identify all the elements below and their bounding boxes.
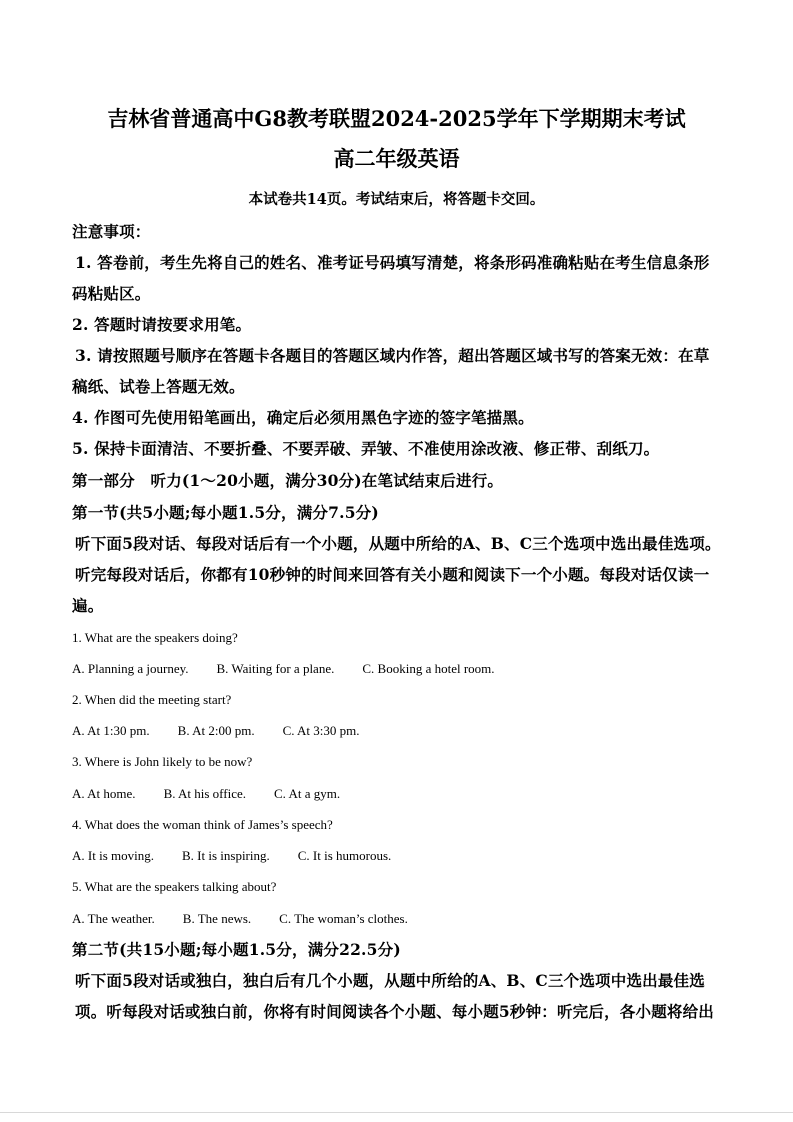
notice-item: 4. 作图可先使用铅笔画出，确定后必须用黑色字迹的签字笔描黑。 [72, 408, 534, 427]
option-c: C. At a gym. [274, 786, 341, 801]
section-two-instructions: 项。听每段对话或独白前，你将有时间阅读各个小题、每小题5秒钟：听完后，各小题将给出 [75, 1002, 714, 1021]
option-a: A. Planning a journey. [72, 661, 189, 676]
option-b: B. Waiting for a plane. [216, 661, 335, 676]
notice-item: 2. 答题时请按要求用笔。 [72, 315, 252, 334]
option-c: C. Booking a hotel room. [362, 661, 495, 676]
section-two-heading: 第二节(共15小题;每小题1.5分，满分22.5分) [72, 940, 401, 959]
notice-heading: 注意事项： [72, 222, 151, 241]
notice-item: 3. 请按照题号顺序在答题卡各题目的答题区域内作答，超出答题区域书写的答案无效：在草 [75, 346, 710, 365]
section-one-heading: 第一节(共5小题;每小题1.5分，满分7.5分) [72, 503, 379, 522]
notice-item: 5. 保持卡面清洁、不要折叠、不要弄破、弄皱、不准使用涂改液、修正带、刮纸刀。 [72, 439, 660, 458]
option-a: A. At 1:30 pm. [72, 723, 150, 738]
option-a: A. The weather. [72, 911, 155, 926]
question-5-options [72, 909, 732, 929]
option-c: C. The woman’s clothes. [279, 911, 408, 926]
notice-item: 码粘贴区。 [72, 284, 151, 303]
question-2: 2. When did the meeting start? [72, 692, 232, 707]
option-b: B. At 2:00 pm. [177, 723, 255, 738]
question-4: 4. What does the woman think of James’s speech? [72, 817, 333, 832]
option-a: A. It is moving. [72, 848, 154, 863]
notice-item: 1. 答卷前，考生先将自己的姓名、准考证号码填写清楚，将条形码准确粘贴在考生信息条形 [75, 253, 710, 272]
page-bottom-divider [0, 1112, 793, 1113]
option-b: B. The news. [182, 911, 252, 926]
section-one-instructions: 听完每段对话后，你都有10秒钟的时间来回答有关小题和阅读下一个小题。每段对话仅读一 [75, 565, 710, 584]
option-b: B. It is inspiring. [181, 848, 270, 863]
option-a: A. At home. [72, 786, 136, 801]
option-b: B. At his office. [163, 786, 247, 801]
question-3-options [72, 784, 732, 804]
section-one-instructions: 听下面5段对话、每段对话后有一个小题，从题中所给的A、B、C三个选项中选出最佳选项。 [75, 534, 721, 553]
question-1-options [72, 659, 732, 679]
section-one-instructions: 遍。 [72, 596, 104, 615]
question-5: 5. What are the speakers talking about? [72, 879, 277, 894]
notice-item: 稿纸、试卷上答题无效。 [72, 377, 245, 396]
option-c: C. It is humorous. [297, 848, 392, 863]
exam-title: 吉林省普通高中G8教考联盟2024-2025学年下学期期末考试 [107, 106, 686, 131]
part-one-heading: 第一部分 听力(1～20小题，满分30分)在笔试结束后进行。 [72, 471, 504, 490]
option-c: C. At 3:30 pm. [282, 723, 360, 738]
question-2-options [72, 721, 732, 741]
question-4-options [72, 846, 732, 866]
question-3: 3. Where is John likely to be now? [72, 754, 253, 769]
section-two-instructions: 听下面5段对话或独白，独白后有几个小题，从题中所给的A、B、C三个选项中选出最佳选 [75, 971, 705, 990]
exam-subject: 高二年级英语 [333, 146, 460, 171]
exam-intro: 本试卷共14页。考试结束后，将答题卡交回。 [248, 191, 545, 208]
question-1: 1. What are the speakers doing? [72, 630, 238, 645]
